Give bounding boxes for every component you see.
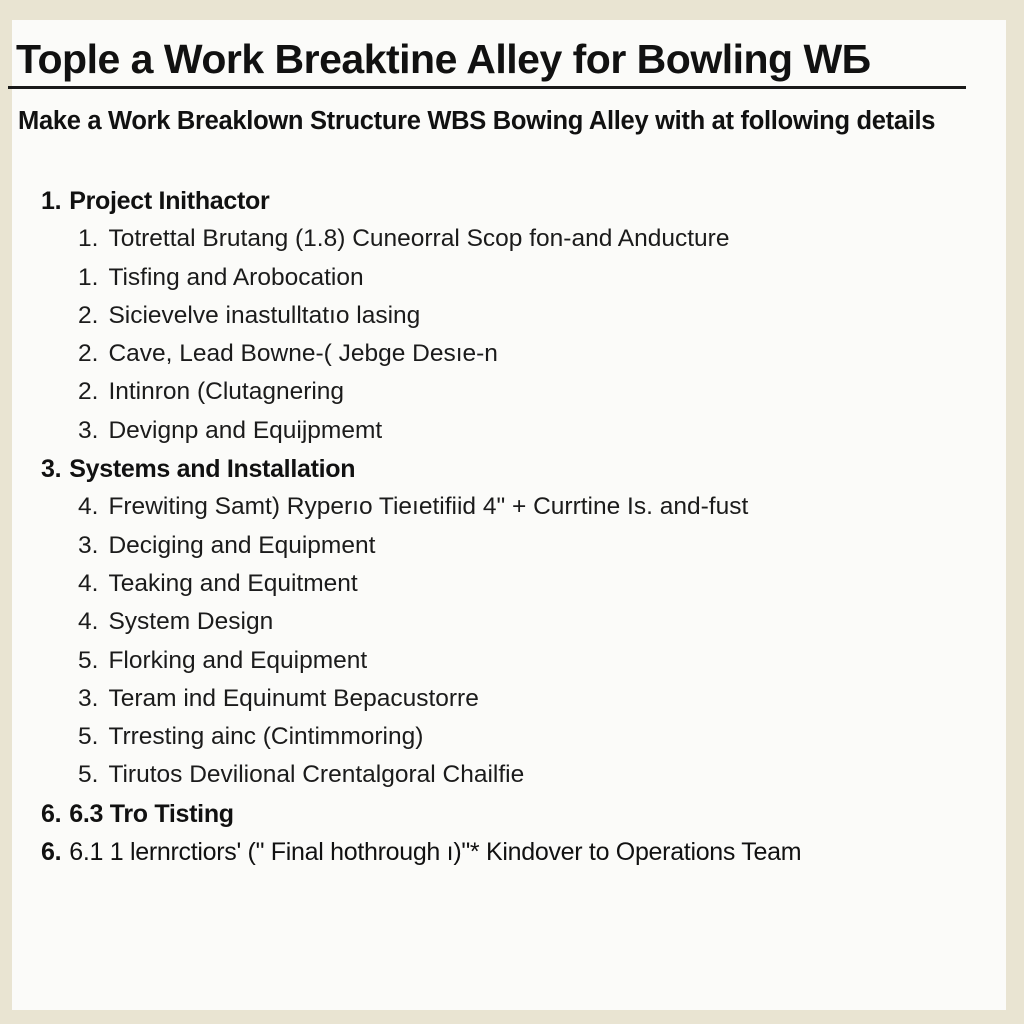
wbs-item	[0, 373, 801, 411]
wbs-item	[0, 297, 801, 335]
item-number: 3.	[41, 455, 62, 484]
item-text: 6.3 Tro Tisting	[69, 799, 234, 828]
item-number: 2.	[78, 378, 99, 406]
item-number: 4.	[78, 569, 99, 597]
item-number: 6.	[41, 838, 62, 867]
item-number: 2.	[78, 340, 99, 368]
item-text: 6.1 1 lernrctiors' (" Final hothrough ı)"* Kindover to Operations Team	[69, 838, 802, 867]
wbs-item	[0, 718, 801, 756]
wbs-section	[0, 833, 801, 871]
wbs-item	[0, 603, 801, 641]
wbs-item	[0, 565, 801, 603]
item-text: Florking and Equipment	[108, 646, 368, 674]
item-text: Deciging and Equipment	[108, 531, 376, 559]
item-text: Sicievelve inastulltatıo lasing	[108, 301, 421, 329]
item-number: 4.	[78, 608, 99, 636]
item-text: Totrettal Brutang (1.8) Cuneorral Scop fon-and Anducture	[108, 225, 730, 253]
item-text: Project Inithactor	[69, 187, 270, 215]
wbs-item	[0, 259, 801, 297]
intro-text: Make a Work Breaklown Structure WBS Bowing Alley with at following details	[18, 107, 936, 135]
item-text: Frewiting Samt) Ryperıo Tieıetifiid 4" + Currtine Is. and-fust	[108, 493, 749, 521]
item-number: 3.	[78, 416, 99, 444]
wbs-item	[0, 220, 801, 258]
wbs-item	[0, 412, 801, 450]
item-number: 5.	[78, 761, 99, 789]
item-text: Tisfing and Arobocation	[108, 263, 364, 291]
wbs-item	[0, 680, 801, 718]
wbs-section	[0, 795, 801, 833]
wbs-item	[0, 488, 801, 526]
item-number: 5.	[78, 646, 99, 674]
wbs-item	[0, 642, 801, 680]
item-text: Tirutos Devilional Crentalgoral Chailfie	[108, 761, 525, 789]
item-number: 3.	[78, 531, 99, 559]
wbs-section	[0, 182, 801, 220]
item-text: Intinron (Clutagnering	[108, 378, 345, 406]
item-text: Devignp and Equijpmemt	[108, 416, 383, 444]
wbs-section	[0, 450, 801, 488]
item-number: 1.	[41, 187, 62, 215]
item-text: Teram ind Equinumt Bepacustorre	[108, 684, 479, 712]
wbs-item	[0, 335, 801, 373]
item-number: 3.	[78, 684, 99, 712]
item-number: 4.	[78, 493, 99, 521]
item-number: 5.	[78, 723, 99, 751]
item-number: 1.	[78, 225, 99, 253]
title-underline	[8, 86, 966, 89]
item-number: 1.	[78, 263, 99, 291]
item-text: Systems and Installation	[69, 455, 356, 484]
wbs-outline	[0, 182, 801, 871]
wbs-item	[0, 527, 801, 565]
item-text: System Design	[108, 608, 274, 636]
wbs-item	[0, 756, 801, 794]
item-number: 6.	[41, 799, 62, 828]
item-text: Trresting ainc (Cintimmoring)	[108, 723, 424, 751]
document-title: Tople a Work Breaktine Alley for Bowling WБ	[16, 36, 871, 82]
item-text: Cave, Lead Bowne-( Jebge Desıe-n	[108, 340, 498, 368]
item-number: 2.	[78, 301, 99, 329]
item-text: Teaking and Equitment	[108, 569, 358, 597]
